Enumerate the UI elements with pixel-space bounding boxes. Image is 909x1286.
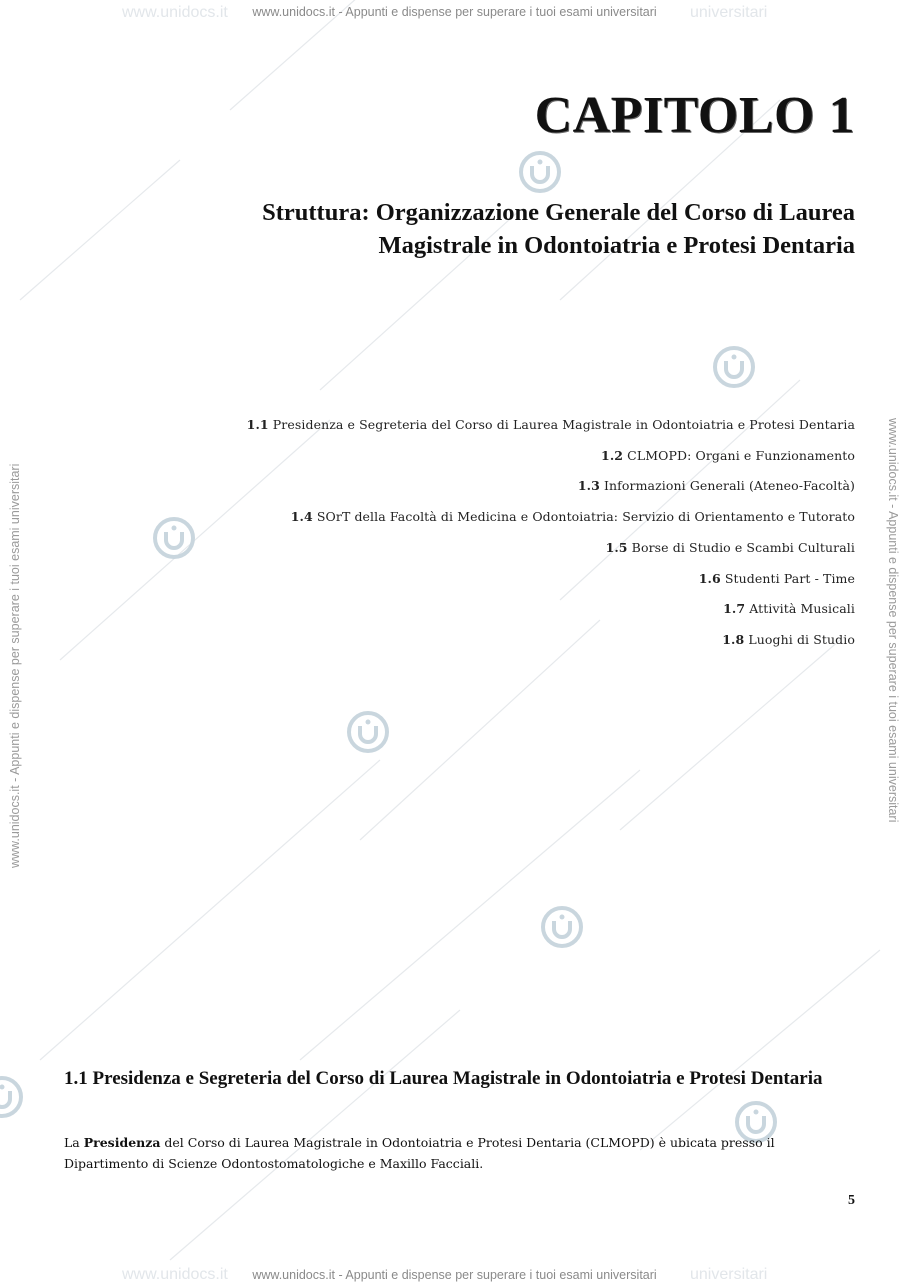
unidocs-logo-icon: [518, 150, 562, 194]
toc-item-number: 1.8: [722, 631, 745, 647]
chapter-subtitle: [95, 196, 855, 262]
toc-item-text: Presidenza e Segreteria del Corso di Laurea Magistrale in Odontoiatria e Protesi Dentaria: [268, 417, 855, 432]
toc-item-text: Attività Musicali: [745, 601, 855, 617]
paragraph-bold-term: Presidenza: [83, 1135, 161, 1150]
watermark-ghost-text: www.unidocs.it: [122, 1266, 228, 1283]
toc-item-text: Borse di Studio e Scambi Culturali: [627, 539, 855, 555]
watermark-footer: www.unidocs.it - Appunti e dispense per superare i tuoi esami universitari: [252, 1268, 657, 1282]
toc-item-text: Luoghi di Studio: [744, 631, 855, 647]
toc-item: [95, 471, 855, 502]
toc-item: [95, 533, 855, 564]
table-of-contents: [95, 410, 855, 656]
toc-item-text: Studenti Part - Time: [720, 570, 855, 586]
watermark-left-side: www.unidocs.it - Appunti e dispense per superare i tuoi esami universitari: [8, 463, 22, 868]
toc-item: [95, 410, 855, 441]
section-heading: 1.1 Presidenza e Segreteria del Corso di Laurea Magistrale in Odontoiatria e Protesi Dentaria: [64, 1068, 823, 1089]
toc-item-number: 1.6: [698, 570, 721, 586]
unidocs-logo-icon: [0, 1075, 24, 1119]
toc-item: [95, 564, 855, 595]
toc-item-number: 1.5: [605, 539, 628, 555]
toc-item: [95, 625, 855, 656]
chapter-subtitle-line-2: Magistrale in Odontoiatria e Protesi Dentaria: [378, 232, 855, 259]
toc-item-number: 1.3: [577, 478, 600, 494]
unidocs-logo-icon: [540, 905, 584, 949]
page-number: 5: [848, 1193, 855, 1208]
toc-item-number: 1.1: [246, 417, 269, 432]
toc-item: [95, 594, 855, 625]
toc-item-number: 1.4: [290, 509, 313, 525]
unidocs-logo-icon: [712, 345, 756, 389]
chapter-subtitle-line-1: Struttura: Organizzazione Generale del Corso di Laurea: [262, 199, 855, 226]
toc-item: [95, 502, 855, 533]
paragraph-prefix: La: [64, 1135, 84, 1150]
toc-item-text: CLMOPD: Organi e Funzionamento: [623, 447, 855, 463]
watermark-ghost-text: universitari: [690, 4, 768, 21]
toc-item: [95, 441, 855, 472]
toc-item-text: Informazioni Generali (Ateneo-Facoltà): [599, 478, 855, 494]
toc-item-text: SOrT della Facoltà di Medicina e Odontoiatria: Servizio di Orientamento e Tutorato: [312, 509, 855, 525]
unidocs-logo-icon: [346, 710, 390, 754]
toc-item-number: 1.2: [601, 447, 624, 463]
watermark-ghost-text: universitari: [690, 1266, 768, 1283]
watermark-right-side: www.unidocs.it - Appunti e dispense per superare i tuoi esami universitari: [886, 418, 900, 823]
toc-item-number: 1.7: [723, 601, 746, 617]
chapter-title: CAPITOLO 1: [534, 87, 855, 144]
paragraph-text: del Corso di Laurea Magistrale in Odontoiatria e Protesi Dentaria (CLMOPD) è ubicata presso il Dipartimento di Scienze Odontostomatologiche e Maxillo Facciali.: [64, 1135, 775, 1171]
watermark-header: www.unidocs.it - Appunti e dispense per superare i tuoi esami universitari: [252, 5, 657, 19]
watermark-ghost-text: www.unidocs.it: [122, 4, 228, 21]
section-paragraph: [64, 1132, 854, 1174]
